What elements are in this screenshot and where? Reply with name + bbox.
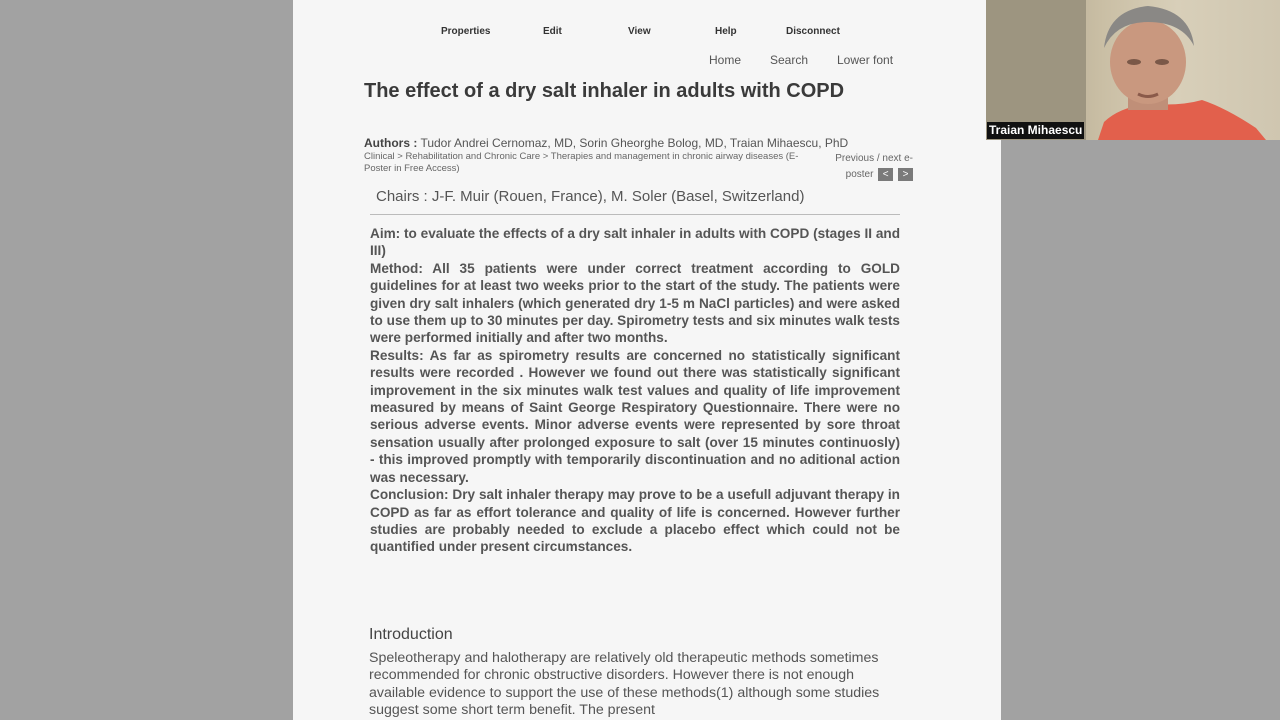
chairs-line: Chairs : J-F. Muir (Rouen, France), M. Soler (Basel, Switzerland) [376,188,805,205]
authors-line [364,136,848,150]
next-poster-button[interactable]: > [898,168,913,181]
poster-document [293,0,1001,720]
introduction-heading: Introduction [369,626,453,643]
divider [370,214,900,215]
abstract [370,225,900,556]
participant-name-label: Traian Mihaescu [989,123,1083,137]
menu-disconnect[interactable]: Disconnect [786,26,840,37]
prev-next-label: Previous / next e-poster [835,153,913,180]
menu-help[interactable]: Help [715,26,737,37]
participant-video-image [986,0,1280,140]
nav-lower-font-link[interactable]: Lower font [837,53,894,67]
authors-names: Tudor Andrei Cernomaz, MD, Sorin Gheorghe Bolog, MD, Traian Mihaescu, PhD [420,136,849,150]
menu-edit[interactable]: Edit [543,26,562,37]
prev-next-nav [813,151,913,183]
menu-properties[interactable]: Properties [441,26,491,37]
abstract-results: Results: As far as spirometry results are concerned no statistically significant results were recorded . However we found out there was statistically significant improvement in the six minutes walk test values and quality of life improvement measured by means of Saint George Respiratory Questionnaire. There were no serious adverse events. Minor adverse events were represented by sore throat sensation usually after prolonged exposure to salt (over 15 minutes continuosly) - this improved promptly with temporarily discontinuation and no aditional action was necessary. [370,347,900,485]
participant-video-tile[interactable] [986,0,1280,140]
poster-title: The effect of a dry salt inhaler in adults with COPD [364,80,845,102]
abstract-method: Method: All 35 patients were under correct treatment according to GOLD guidelines for at least two weeks prior to the start of the study. The patients were given dry salt inhalers (which generated dry 1-5 m NaCl particles) and were asked to use them up to 30 minutes per day. Spirometry tests and six minutes walk tests were performed initially and after two months. [370,260,900,346]
introduction-text: Speleotherapy and halotherapy are relatively old therapeutic methods sometimes recommended for chronic obstructive disorders. However there is not enough available evidence to support the use of these methods(1) although some studies suggest some short term benefit. The present [369,650,880,719]
nav-search-link[interactable]: Search [770,53,809,67]
participant-shirt [1098,100,1266,140]
abstract-conclusion: Conclusion: Dry salt inhaler therapy may prove to be a usefull adjuvant therapy in COPD as far as effort tolerance and quality of life is concerned. However further studies are probably needed to exclude a placebo effect which could not be quantified under present circumstances. [370,487,900,555]
menu-view[interactable]: View [628,26,651,37]
authors-label: Authors : [364,136,418,150]
nav-home-link[interactable]: Home [709,53,742,67]
abstract-aim: Aim: to evaluate the effects of a dry salt inhaler in adults with COPD (stages II and III) [370,226,900,259]
previous-poster-button[interactable]: < [878,168,893,181]
breadcrumb[interactable]: Clinical > Rehabilitation and Chronic Care > Therapies and management in chronic airway diseases (E-Poster in Free Access) [364,151,799,174]
